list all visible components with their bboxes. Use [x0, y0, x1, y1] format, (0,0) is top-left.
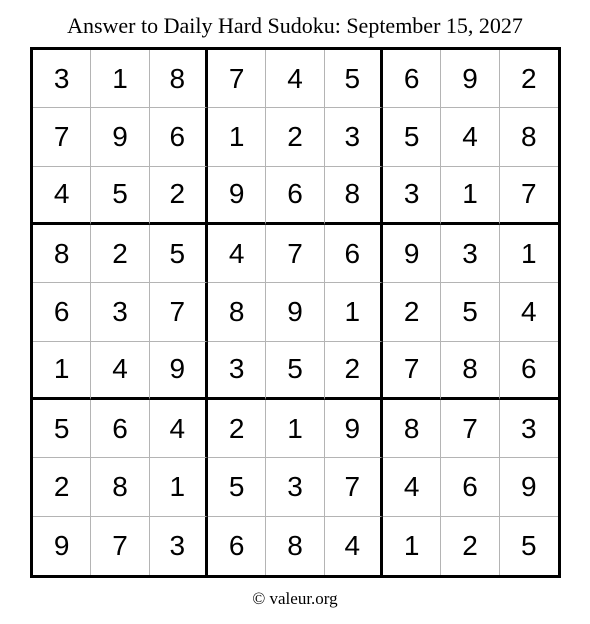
sudoku-cell-r2-c6: 3	[325, 108, 383, 166]
sudoku-cell-r2-c1: 7	[33, 108, 91, 166]
sudoku-cell-r1-c2: 1	[91, 50, 149, 108]
sudoku-cell-r3-c6: 8	[325, 167, 383, 225]
sudoku-cell-r4-c1: 8	[33, 225, 91, 283]
sudoku-cell-r7-c2: 6	[91, 400, 149, 458]
sudoku-cell-r2-c7: 5	[383, 108, 441, 166]
sudoku-cell-r2-c5: 2	[266, 108, 324, 166]
sudoku-cell-r4-c8: 3	[441, 225, 499, 283]
sudoku-cell-r6-c7: 7	[383, 342, 441, 400]
sudoku-cell-r7-c3: 4	[150, 400, 208, 458]
sudoku-cell-r8-c5: 3	[266, 458, 324, 516]
sudoku-cell-r1-c4: 7	[208, 50, 266, 108]
sudoku-cell-r8-c7: 4	[383, 458, 441, 516]
sudoku-cell-r2-c8: 4	[441, 108, 499, 166]
sudoku-cell-r6-c5: 5	[266, 342, 324, 400]
sudoku-cell-r5-c2: 3	[91, 283, 149, 341]
sudoku-cell-r9-c5: 8	[266, 517, 324, 575]
sudoku-cell-r3-c7: 3	[383, 167, 441, 225]
sudoku-cell-r6-c6: 2	[325, 342, 383, 400]
sudoku-cell-r3-c3: 2	[150, 167, 208, 225]
sudoku-cell-r4-c3: 5	[150, 225, 208, 283]
sudoku-cell-r1-c5: 4	[266, 50, 324, 108]
sudoku-cell-r3-c4: 9	[208, 167, 266, 225]
sudoku-cell-r9-c1: 9	[33, 517, 91, 575]
sudoku-cell-r5-c9: 4	[500, 283, 558, 341]
sudoku-cell-r4-c9: 1	[500, 225, 558, 283]
sudoku-cell-r1-c6: 5	[325, 50, 383, 108]
sudoku-cell-r3-c8: 1	[441, 167, 499, 225]
sudoku-cell-r3-c2: 5	[91, 167, 149, 225]
sudoku-cell-r9-c6: 4	[325, 517, 383, 575]
sudoku-cell-r5-c6: 1	[325, 283, 383, 341]
sudoku-cell-r9-c9: 5	[521, 529, 537, 561]
sudoku-cell-r9-c2: 7	[91, 517, 149, 575]
sudoku-cell-r7-c7: 8	[383, 400, 441, 458]
sudoku-cell-r9-c8: 2	[441, 517, 499, 575]
puzzle-title: Answer to Daily Hard Sudoku: September 15, 2027	[67, 13, 523, 38]
sudoku-cell-r7-c9: 3	[500, 400, 558, 458]
sudoku-cell-r7-c4: 2	[208, 400, 266, 458]
sudoku-cell-r2-c4: 1	[208, 108, 266, 166]
sudoku-cell-r2-c3: 6	[150, 108, 208, 166]
sudoku-cell-r7-c8: 7	[441, 400, 499, 458]
sudoku-cell-r8-c9: 9	[500, 458, 558, 516]
sudoku-cell-r5-c8: 5	[441, 283, 499, 341]
sudoku-cell-r1-c7: 6	[383, 50, 441, 108]
sudoku-cell-r6-c9: 6	[500, 342, 558, 400]
sudoku-cell-r8-c3: 1	[150, 458, 208, 516]
sudoku-cell-r4-c5: 7	[266, 225, 324, 283]
sudoku-cell-r9-c7: 1	[383, 517, 441, 575]
sudoku-cell-r8-c6: 7	[325, 458, 383, 516]
sudoku-cell-r5-c5: 9	[266, 283, 324, 341]
sudoku-cell-r3-c1: 4	[33, 167, 91, 225]
sudoku-cell-r8-c4: 5	[208, 458, 266, 516]
sudoku-cell-r2-c2: 9	[91, 108, 149, 166]
sudoku-cell-r5-c3: 7	[150, 283, 208, 341]
sudoku-cell-r1-c8: 9	[441, 50, 499, 108]
sudoku-cell-r5-c7: 2	[383, 283, 441, 341]
sudoku-cell-r1-c9: 2	[500, 50, 558, 108]
sudoku-cell-r3-c5: 6	[266, 167, 324, 225]
sudoku-cell-r8-c8: 6	[441, 458, 499, 516]
sudoku-cell-r9-c4: 6	[208, 517, 266, 575]
sudoku-cell-r6-c3: 9	[150, 342, 208, 400]
sudoku-cell-r5-c4: 8	[208, 283, 266, 341]
sudoku-cell-r4-c7: 9	[383, 225, 441, 283]
sudoku-cell-r7-c6: 9	[325, 400, 383, 458]
sudoku-cell-r1-c1: 3	[33, 50, 91, 108]
sudoku-cell-r3-c9: 7	[500, 167, 558, 225]
sudoku-cell-r6-c4: 3	[208, 342, 266, 400]
sudoku-cell-r7-c5: 1	[266, 400, 324, 458]
sudoku-cell-r4-c6: 6	[325, 225, 383, 283]
sudoku-cell-r6-c1: 1	[33, 342, 91, 400]
sudoku-cell-r2-c9: 8	[500, 108, 558, 166]
sudoku-cell-r4-c4: 4	[208, 225, 266, 283]
sudoku-cell-r6-c2: 4	[91, 342, 149, 400]
sudoku-cell-r7-c1: 5	[33, 400, 91, 458]
copyright-footer: © valeur.org	[252, 589, 338, 608]
sudoku-cell-r4-c2: 2	[91, 225, 149, 283]
sudoku-cell-r8-c1: 2	[33, 458, 91, 516]
sudoku-board	[30, 47, 561, 578]
sudoku-cell-r5-c1: 6	[33, 283, 91, 341]
sudoku-cell-r8-c2: 8	[91, 458, 149, 516]
sudoku-cell-r6-c8: 8	[441, 342, 499, 400]
sudoku-cell-r9-c3: 3	[150, 517, 208, 575]
sudoku-cell-r1-c3: 8	[150, 50, 208, 108]
